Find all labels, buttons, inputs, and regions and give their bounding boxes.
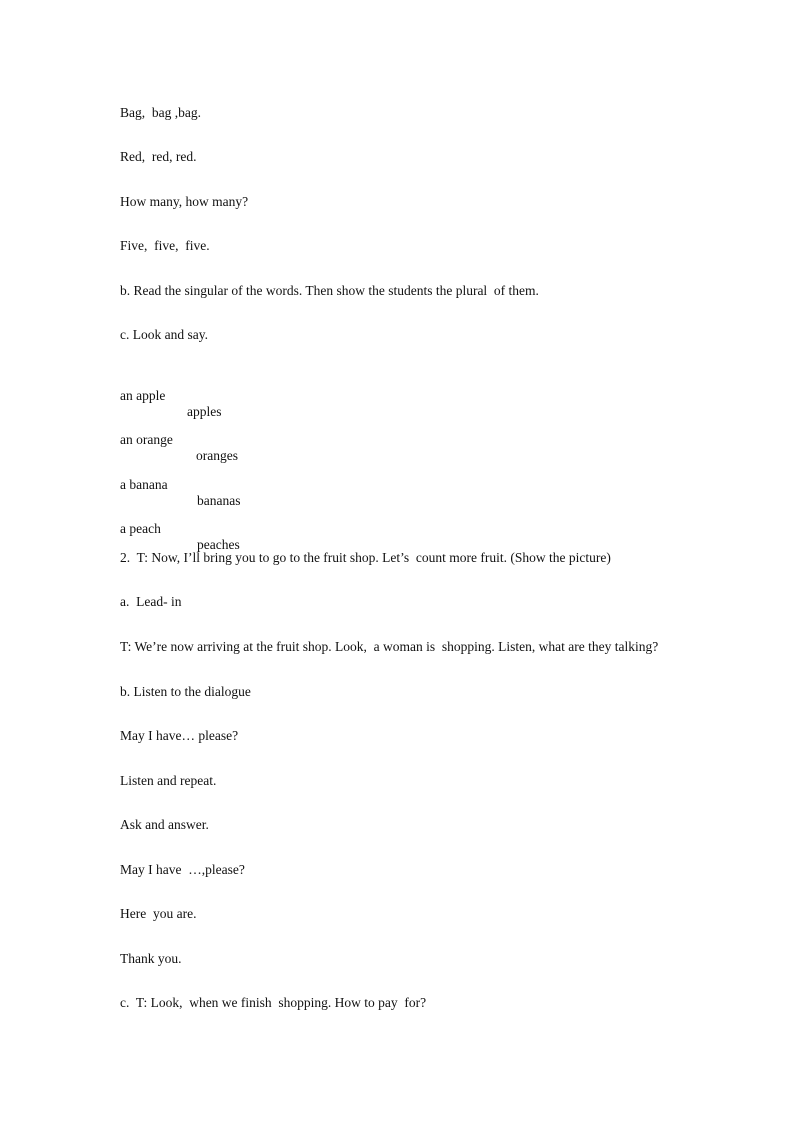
singular-word: an apple	[120, 388, 166, 403]
text-line: How many, how many?	[120, 194, 249, 209]
singular-word: a banana	[120, 477, 168, 492]
text-line: c. T: Look, when we finish shopping. How to pay for?	[120, 995, 427, 1010]
text-line: 2. T: Now, I’ll bring you to go to the fruit shop. Let’s count more fruit. (Show the picture)	[120, 550, 611, 565]
text-line: c. Look and say.	[120, 327, 208, 342]
plural-word: oranges	[196, 448, 238, 463]
text-line: Here you are.	[120, 906, 197, 921]
plural-word: peaches	[197, 537, 240, 552]
text-line: T: We’re now arriving at the fruit shop. Look, a woman is shopping. Listen, what are they talking?	[120, 639, 659, 654]
text-line: Bag, bag ,bag.	[120, 105, 201, 120]
singular-word: an orange	[120, 432, 173, 447]
text-line: Ask and answer.	[120, 817, 209, 832]
text-line: Five, five, five.	[120, 238, 210, 253]
plural-word: bananas	[197, 493, 241, 508]
text-line: Red, red, red.	[120, 149, 197, 164]
text-line: Thank you.	[120, 951, 182, 966]
text-line: b. Read the singular of the words. Then show the students the plural of them.	[120, 283, 539, 298]
singular-word: a peach	[120, 521, 161, 536]
text-line: May I have… please?	[120, 728, 239, 743]
text-line: a. Lead- in	[120, 594, 182, 609]
plural-word: apples	[187, 404, 222, 419]
text-line: May I have …,please?	[120, 862, 245, 877]
text-line: b. Listen to the dialogue	[120, 684, 251, 699]
text-line: Listen and repeat.	[120, 773, 217, 788]
